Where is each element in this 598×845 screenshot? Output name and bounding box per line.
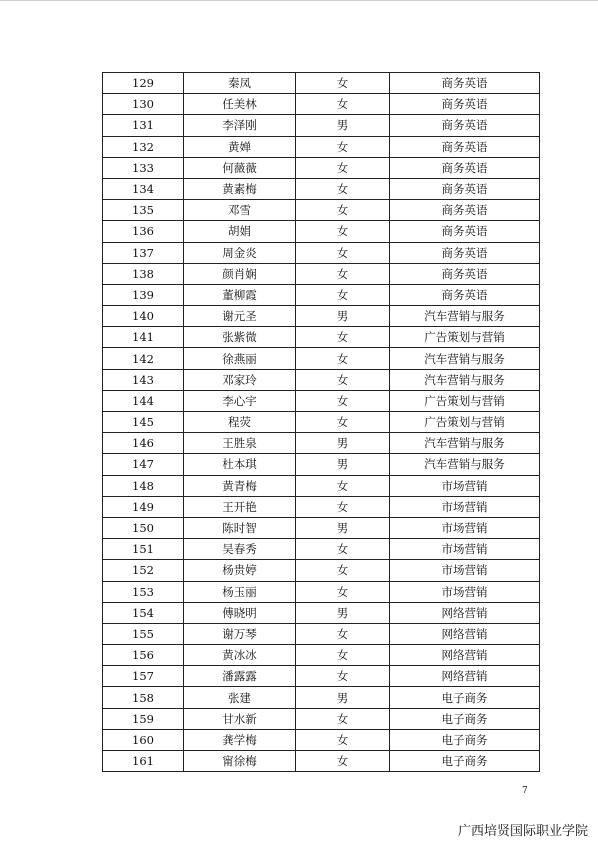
major-cell: 市场营销 <box>390 560 540 581</box>
gender-cell: 男 <box>296 602 390 623</box>
student-name-cell: 黄素梅 <box>184 178 296 199</box>
row-number-cell: 146 <box>103 433 184 454</box>
major-cell: 汽车营销与服务 <box>390 306 540 327</box>
major-cell: 网络营销 <box>390 623 540 644</box>
gender-cell: 女 <box>296 496 390 517</box>
roster-body <box>103 73 540 772</box>
table-row <box>103 390 540 411</box>
gender-cell: 女 <box>296 708 390 729</box>
table-row <box>103 348 540 369</box>
major-cell: 汽车营销与服务 <box>390 369 540 390</box>
major-cell: 市场营销 <box>390 517 540 538</box>
row-number-cell: 138 <box>103 263 184 284</box>
row-number-cell: 157 <box>103 666 184 687</box>
major-cell: 商务英语 <box>390 115 540 136</box>
major-cell: 广告策划与营销 <box>390 327 540 348</box>
major-cell: 网络营销 <box>390 602 540 623</box>
gender-cell: 女 <box>296 136 390 157</box>
gender-cell: 女 <box>296 348 390 369</box>
major-cell: 市场营销 <box>390 581 540 602</box>
student-name-cell: 甯徐梅 <box>184 751 296 772</box>
student-name-cell: 杜本琪 <box>184 454 296 475</box>
row-number-cell: 141 <box>103 327 184 348</box>
row-number-cell: 159 <box>103 708 184 729</box>
student-name-cell: 邓雪 <box>184 200 296 221</box>
student-name-cell: 张紫微 <box>184 327 296 348</box>
gender-cell: 女 <box>296 369 390 390</box>
gender-cell: 女 <box>296 390 390 411</box>
row-number-cell: 152 <box>103 560 184 581</box>
table-row <box>103 221 540 242</box>
major-cell: 商务英语 <box>390 284 540 305</box>
student-name-cell: 潘露露 <box>184 666 296 687</box>
row-number-cell: 149 <box>103 496 184 517</box>
student-name-cell: 秦凤 <box>184 73 296 94</box>
table-row <box>103 751 540 772</box>
major-cell: 汽车营销与服务 <box>390 454 540 475</box>
student-name-cell: 谢万琴 <box>184 623 296 644</box>
major-cell: 广告策划与营销 <box>390 412 540 433</box>
table-row <box>103 263 540 284</box>
row-number-cell: 155 <box>103 623 184 644</box>
major-cell: 广告策划与营销 <box>390 390 540 411</box>
gender-cell: 女 <box>296 666 390 687</box>
table-row <box>103 178 540 199</box>
gender-cell: 女 <box>296 221 390 242</box>
gender-cell: 女 <box>296 94 390 115</box>
gender-cell: 女 <box>296 178 390 199</box>
table-row <box>103 454 540 475</box>
student-name-cell: 谢元圣 <box>184 306 296 327</box>
row-number-cell: 136 <box>103 221 184 242</box>
gender-cell: 女 <box>296 263 390 284</box>
gender-cell: 女 <box>296 242 390 263</box>
row-number-cell: 150 <box>103 517 184 538</box>
student-name-cell: 傅晓明 <box>184 602 296 623</box>
row-number-cell: 135 <box>103 200 184 221</box>
major-cell: 汽车营销与服务 <box>390 348 540 369</box>
student-name-cell: 甘水新 <box>184 708 296 729</box>
gender-cell: 男 <box>296 687 390 708</box>
gender-cell: 女 <box>296 751 390 772</box>
table-row <box>103 645 540 666</box>
student-name-cell: 龚学梅 <box>184 729 296 750</box>
table-row <box>103 306 540 327</box>
table-row <box>103 602 540 623</box>
gender-cell: 女 <box>296 412 390 433</box>
row-number-cell: 139 <box>103 284 184 305</box>
table-row <box>103 708 540 729</box>
row-number-cell: 129 <box>103 73 184 94</box>
gender-cell: 男 <box>296 306 390 327</box>
gender-cell: 女 <box>296 645 390 666</box>
row-number-cell: 148 <box>103 475 184 496</box>
row-number-cell: 131 <box>103 115 184 136</box>
gender-cell: 女 <box>296 560 390 581</box>
major-cell: 商务英语 <box>390 94 540 115</box>
gender-cell: 女 <box>296 729 390 750</box>
student-name-cell: 黄青梅 <box>184 475 296 496</box>
gender-cell: 女 <box>296 327 390 348</box>
major-cell: 商务英语 <box>390 157 540 178</box>
student-roster-table <box>102 72 540 772</box>
row-number-cell: 161 <box>103 751 184 772</box>
student-name-cell: 颜肖娴 <box>184 263 296 284</box>
row-number-cell: 142 <box>103 348 184 369</box>
student-name-cell: 李泽刚 <box>184 115 296 136</box>
table-row <box>103 73 540 94</box>
gender-cell: 女 <box>296 73 390 94</box>
student-name-cell: 陈时智 <box>184 517 296 538</box>
gender-cell: 女 <box>296 200 390 221</box>
gender-cell: 女 <box>296 539 390 560</box>
student-name-cell: 邓家玲 <box>184 369 296 390</box>
student-name-cell: 杨玉丽 <box>184 581 296 602</box>
table-row <box>103 284 540 305</box>
table-row <box>103 115 540 136</box>
major-cell: 商务英语 <box>390 200 540 221</box>
student-name-cell: 程荧 <box>184 412 296 433</box>
gender-cell: 男 <box>296 433 390 454</box>
table-row <box>103 687 540 708</box>
major-cell: 商务英语 <box>390 136 540 157</box>
major-cell: 商务英语 <box>390 178 540 199</box>
row-number-cell: 133 <box>103 157 184 178</box>
table-row <box>103 242 540 263</box>
student-name-cell: 吴春秀 <box>184 539 296 560</box>
row-number-cell: 144 <box>103 390 184 411</box>
student-name-cell: 王开艳 <box>184 496 296 517</box>
page-number: 7 <box>522 786 528 796</box>
table-row <box>103 94 540 115</box>
row-number-cell: 132 <box>103 136 184 157</box>
table-row <box>103 136 540 157</box>
major-cell: 汽车营销与服务 <box>390 433 540 454</box>
row-number-cell: 130 <box>103 94 184 115</box>
footer-school-name: 广西培贤国际职业学院 <box>457 824 588 839</box>
gender-cell: 女 <box>296 623 390 644</box>
major-cell: 商务英语 <box>390 242 540 263</box>
gender-cell: 男 <box>296 115 390 136</box>
row-number-cell: 147 <box>103 454 184 475</box>
table-row <box>103 666 540 687</box>
row-number-cell: 134 <box>103 178 184 199</box>
gender-cell: 女 <box>296 581 390 602</box>
student-name-cell: 胡娟 <box>184 221 296 242</box>
row-number-cell: 143 <box>103 369 184 390</box>
student-name-cell: 王胜泉 <box>184 433 296 454</box>
gender-cell: 女 <box>296 284 390 305</box>
major-cell: 市场营销 <box>390 539 540 560</box>
gender-cell: 男 <box>296 454 390 475</box>
row-number-cell: 156 <box>103 645 184 666</box>
row-number-cell: 145 <box>103 412 184 433</box>
student-name-cell: 任美林 <box>184 94 296 115</box>
major-cell: 市场营销 <box>390 496 540 517</box>
student-name-cell: 张建 <box>184 687 296 708</box>
row-number-cell: 151 <box>103 539 184 560</box>
student-name-cell: 何薇薇 <box>184 157 296 178</box>
table-row <box>103 560 540 581</box>
student-name-cell: 黄冰冰 <box>184 645 296 666</box>
table-row <box>103 327 540 348</box>
row-number-cell: 140 <box>103 306 184 327</box>
table-row <box>103 729 540 750</box>
gender-cell: 男 <box>296 517 390 538</box>
major-cell: 电子商务 <box>390 751 540 772</box>
major-cell: 网络营销 <box>390 645 540 666</box>
student-name-cell: 李心宇 <box>184 390 296 411</box>
major-cell: 电子商务 <box>390 729 540 750</box>
table-row <box>103 517 540 538</box>
table-row <box>103 475 540 496</box>
major-cell: 商务英语 <box>390 263 540 284</box>
student-name-cell: 黄婵 <box>184 136 296 157</box>
table-row <box>103 369 540 390</box>
table-row <box>103 157 540 178</box>
table-row <box>103 623 540 644</box>
table-row <box>103 496 540 517</box>
major-cell: 电子商务 <box>390 708 540 729</box>
row-number-cell: 160 <box>103 729 184 750</box>
major-cell: 市场营销 <box>390 475 540 496</box>
major-cell: 商务英语 <box>390 73 540 94</box>
student-name-cell: 董柳霞 <box>184 284 296 305</box>
table-row <box>103 539 540 560</box>
table-row <box>103 433 540 454</box>
table-row <box>103 412 540 433</box>
student-name-cell: 杨贵婷 <box>184 560 296 581</box>
gender-cell: 女 <box>296 475 390 496</box>
row-number-cell: 137 <box>103 242 184 263</box>
page-top-edge <box>0 0 598 1</box>
major-cell: 网络营销 <box>390 666 540 687</box>
table-row <box>103 200 540 221</box>
row-number-cell: 153 <box>103 581 184 602</box>
table-row <box>103 581 540 602</box>
major-cell: 商务英语 <box>390 221 540 242</box>
gender-cell: 女 <box>296 157 390 178</box>
major-cell: 电子商务 <box>390 687 540 708</box>
row-number-cell: 154 <box>103 602 184 623</box>
student-name-cell: 徐燕丽 <box>184 348 296 369</box>
row-number-cell: 158 <box>103 687 184 708</box>
student-name-cell: 周金炎 <box>184 242 296 263</box>
